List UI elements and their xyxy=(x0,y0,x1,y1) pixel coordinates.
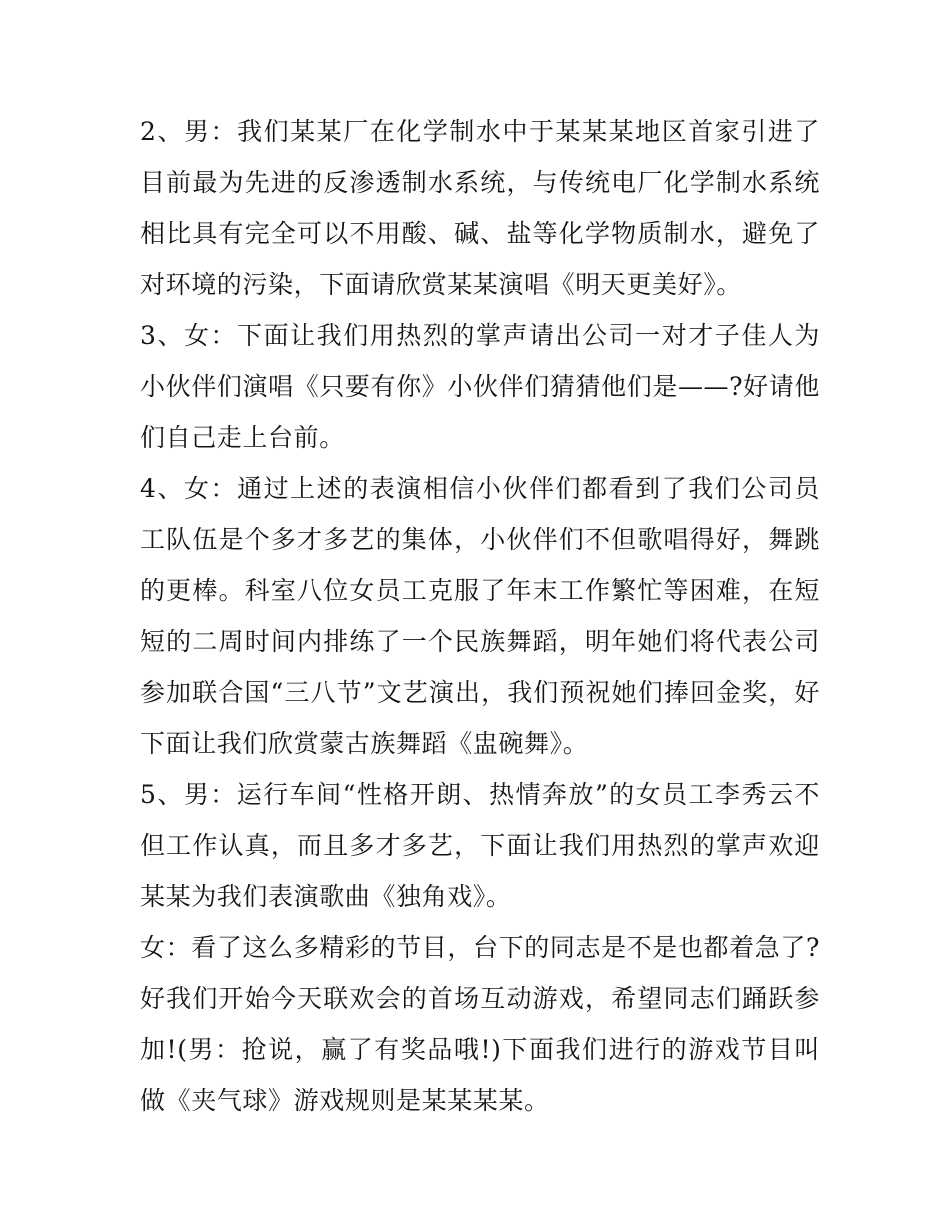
paragraph-4: 4、女：通过上述的表演相信小伙伴们都看到了我们公司员工队伍是个多才多艺的集体，小伙伴们不但歌唱得好，舞跳的更棒。科室八位女员工克服了年末工作繁忙等困难，在短短的二周时间内排练了一个民族舞蹈，明年她们将代表公司参加联合国“三八节”文艺演出，我们预祝她们捧回金奖，好下面让我们欣赏蒙古族舞蹈《盅碗舞》。 xyxy=(140,474,820,758)
document-body xyxy=(140,106,820,1126)
paragraph-5: 5、男：运行车间“性格开朗、热情奔放”的女员工李秀云不但工作认真，而且多才多艺，下面让我们用热烈的掌声欢迎某某为我们表演歌曲《独角戏》。 xyxy=(140,780,820,911)
paragraph-2: 2、男：我们某某厂在化学制水中于某某某地区首家引进了目前最为先进的反渗透制水系统，与传统电厂化学制水系统相比具有完全可以不用酸、碱、盐等化学物质制水，避免了对环境的污染，下面请欣赏某某演唱《明天更美好》。 xyxy=(140,117,820,299)
paragraph-game: 女：看了这么多精彩的节目，台下的同志是不是也都着急了?好我们开始今天联欢会的首场互动游戏，希望同志们踊跃参加!(男：抢说，赢了有奖品哦!)下面我们进行的游戏节目叫做《夹气球》游戏规则是某某某某。 xyxy=(140,933,820,1115)
paragraph-3: 3、女：下面让我们用热烈的掌声请出公司一对才子佳人为小伙伴们演唱《只要有你》小伙伴们猜猜他们是——?好请他们自己走上台前。 xyxy=(140,321,820,452)
